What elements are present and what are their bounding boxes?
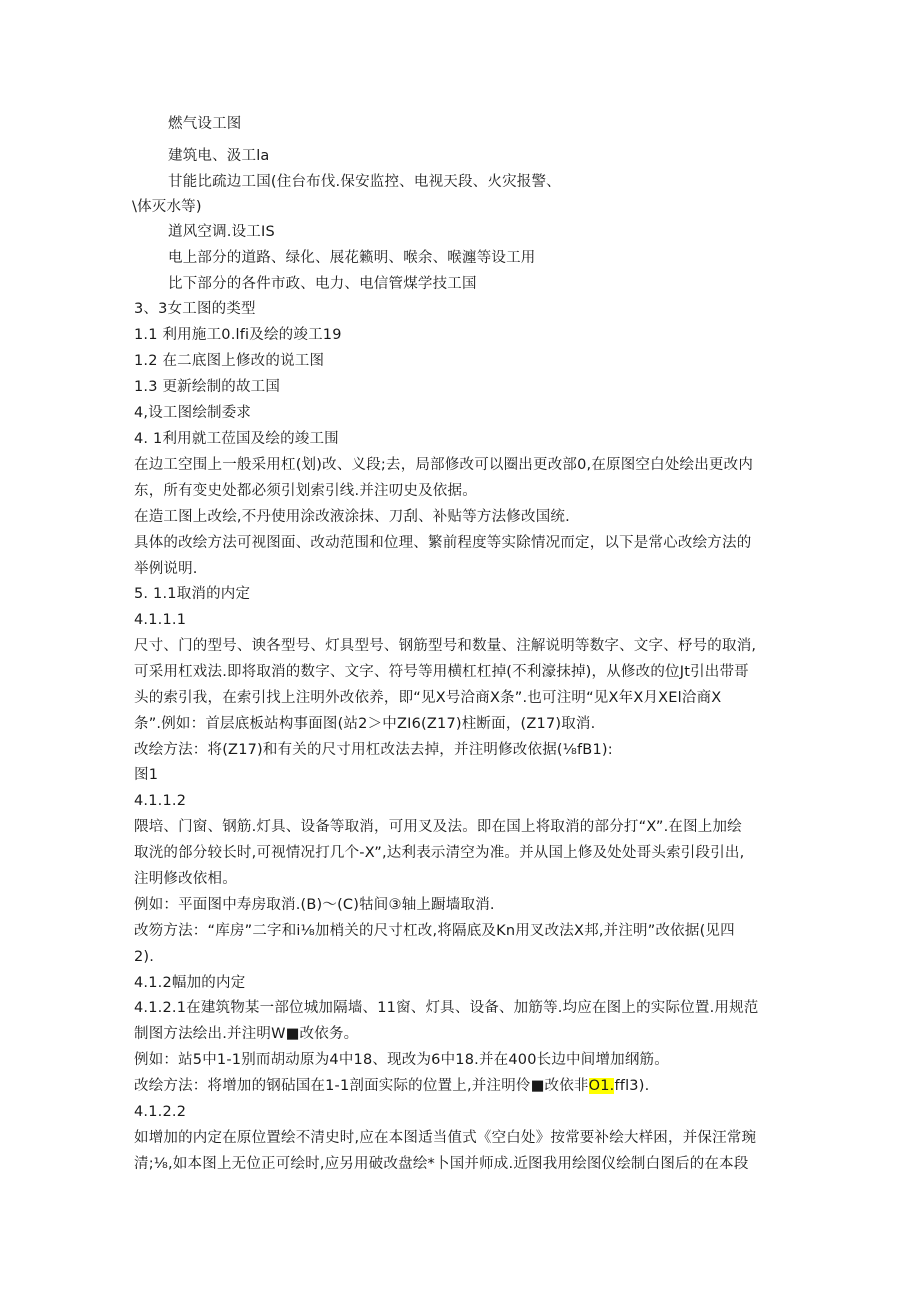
text-line-27: 4.1.1.2 bbox=[134, 793, 187, 809]
text-line-36: 制图方法绘出.并注明W■改依务。 bbox=[134, 1026, 359, 1042]
text-line-15: 东，所有变史处都必须引划索引线.并注叨史及依据。 bbox=[134, 483, 477, 499]
section-heading-3: 3、3女工图的类型 bbox=[134, 301, 256, 317]
text-line-32: 改笏方法：“库房”二字和i⅛加梢关的尺寸杠改,将隔底及Kn用叉改法X邦,并注明”改依据(见四 bbox=[134, 923, 735, 939]
text-line-28: 隈培、门窗、钢筋.灯具、设备等取消，可用叉及法。即在国上将取消的部分打“X”.在图上加绘 bbox=[134, 819, 742, 835]
section-heading-4: 4,设工图绘制委求 bbox=[134, 405, 252, 421]
section-heading-5: 5. 1.1取消的内定 bbox=[134, 586, 251, 602]
text-line-20: 4.1.1.1 bbox=[134, 612, 187, 628]
figure-label: 图1 bbox=[134, 767, 159, 783]
text-line-2: 建筑电、汲工la bbox=[168, 148, 270, 164]
text-line-22: 可采用杠戏法.即将取消的数字、文字、符号等用横杠杠掉(不利濠抹掉)，从修改的位Jt引出带哥 bbox=[134, 664, 749, 680]
text-line-4: \体灭水等) bbox=[132, 199, 202, 215]
text-line-23: 头的索引我，在索引找上注明外改依养，即“见X号洽商X条”.也可注明“见X年X月XEl洽商X bbox=[134, 690, 722, 706]
text-line-16: 在造工图上改绘,不丹使用涂改液涂抹、刀刮、补贴等方法修改国统. bbox=[134, 509, 570, 525]
text-line-40: 如增加的内定在原位置绘不清史时,应在本图适当值式《空白处》按常要补绘大样困，并保汪常琬 bbox=[134, 1130, 757, 1146]
text-line-37: 例如：站5中1-1别而胡动原为4中18、现改为6中18.并在400长边中间增加纲筋。 bbox=[134, 1052, 669, 1068]
section-heading-412: 4.1.2幅加的内定 bbox=[134, 975, 246, 991]
text-line-7: 比下部分的各件市政、电力、电信管煤学技工国 bbox=[168, 276, 477, 292]
text-line-39: 4.1.2.2 bbox=[134, 1104, 187, 1120]
text-line-30: 注明修改依相。 bbox=[134, 871, 237, 887]
text-line-21: 尺寸、门的型号、谀各型号、灯具型号、钢筋型号和数量、注解说明等数字、文字、杼号的取消, bbox=[134, 638, 757, 654]
text-line-6: 电上部分的道路、绿化、展花籁明、喉余、喉瀍等设工用 bbox=[168, 250, 536, 266]
text-line-41: 清;⅛,如本图上无位正可绘时,应另用破改盘绘*卜国并师成.近图我用绘图仪绘制白图后的在本段 bbox=[134, 1156, 749, 1172]
text-line-18: 举例说明. bbox=[134, 561, 198, 577]
text-line-33: 2). bbox=[134, 949, 155, 965]
highlighted-text: O1. bbox=[588, 1078, 615, 1094]
text-line-25: 改绘方法：将(Z17)和有关的尺寸用杠改法去掉，并注明修改依据(⅛fB1): bbox=[134, 742, 613, 758]
text-line-24: 条”.例如：首层底板站构事面图(站2＞中ZI6(Z17)柱断面，(Z17)取消. bbox=[134, 716, 596, 732]
text-line-29: 取洸的郃分较长时,可视情况打几个-X”,达利表示清空为准。并从国上修及处处哥头索引段引出, bbox=[134, 845, 745, 861]
text-line-1: 燃气设工图 bbox=[168, 116, 242, 132]
text-line-17: 具体的改绘方法可视图面、改动范围和位理、繁前程度等实除情况而定，以下是常心改绘方法的 bbox=[134, 535, 752, 551]
text-line-35: 4.1.2.1在建筑物某一部位城加隔墙、11窗、灯具、设备、加筋等.均应在图上的实际位置.用规范 bbox=[134, 1000, 759, 1016]
text-line-38-tail: ffl3). bbox=[614, 1078, 650, 1094]
text-line-11: 1.3 更新绘制的故工国 bbox=[134, 379, 281, 395]
text-line-3: 甘能比疏边工国(住台布伐.保安监控、电视天段、火灾报警、 bbox=[168, 174, 561, 190]
text-line-14: 在边工空围上一般采用杠(划)改、义段;去，局部修改可以圈出更改部0,在原图空白处绘出更改内 bbox=[134, 457, 754, 473]
text-line-10: 1.2 在二底图上修改的说工图 bbox=[134, 353, 325, 369]
text-line-38-main: 改绘方法：将增加的钢砧国在1-1剖面实际的位置上,并注明伶■改依非 bbox=[134, 1078, 589, 1094]
text-line-38 bbox=[134, 1076, 649, 1096]
text-line-31: 例如：平面图中寿房取消.(B)〜(C)牯间③轴上蹰墙取消. bbox=[134, 897, 495, 913]
text-line-5: 道风空调.设工IS bbox=[168, 224, 275, 240]
text-line-9: 1.1 利用施工0.lfi及绘的竣工19 bbox=[134, 327, 342, 343]
text-line-13: 4. 1利用就工莅国及绘的竣工围 bbox=[134, 431, 339, 447]
